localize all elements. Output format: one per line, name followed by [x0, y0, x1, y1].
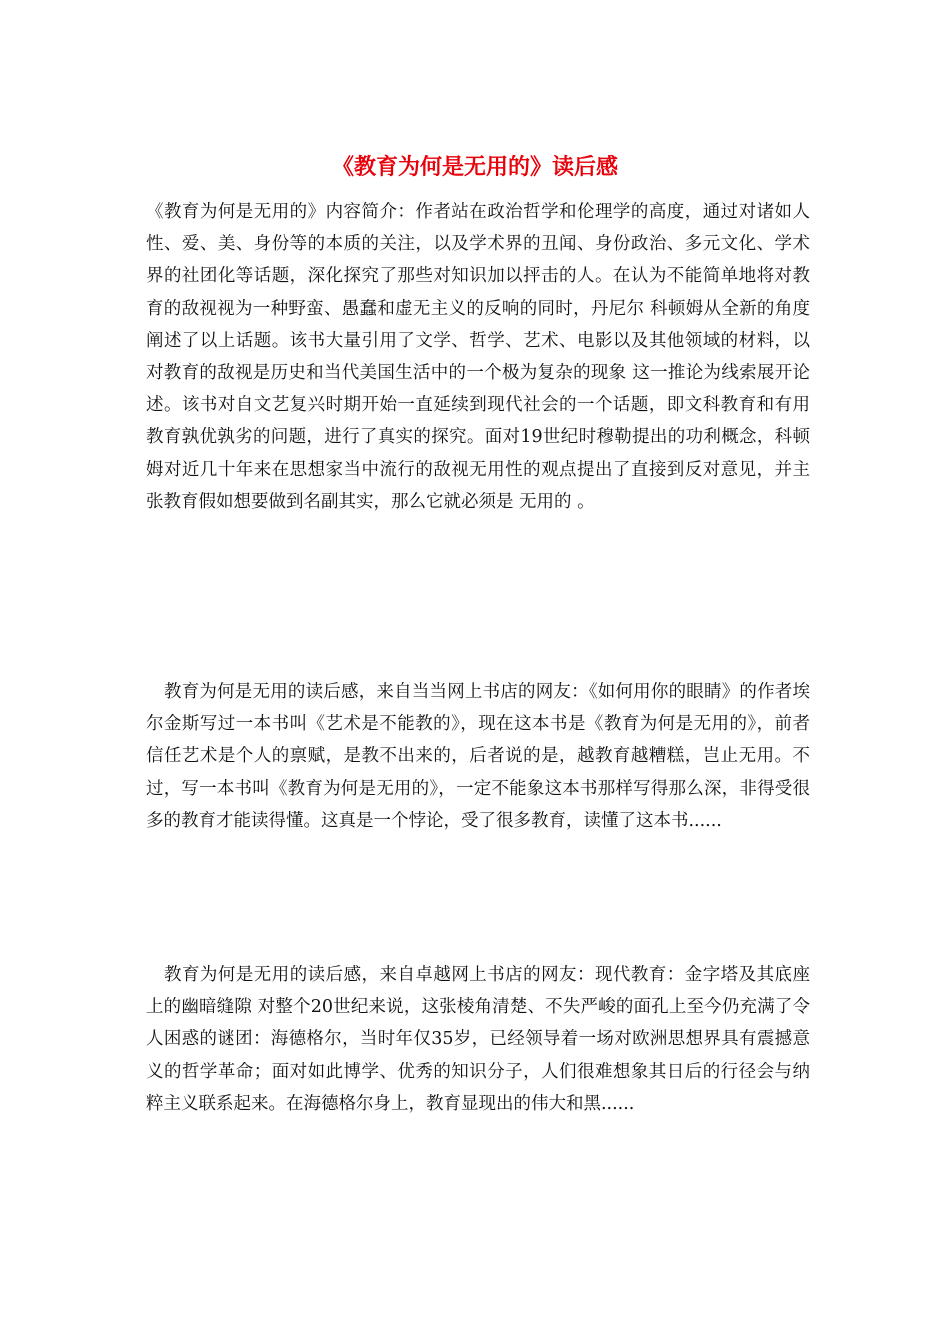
review-paragraph-dangdang: 教育为何是无用的读后感，来自当当网上书店的网友：《如何用你的眼睛》的作者埃尔金斯写过一本书叫《艺术是不能教的》，现在这本书是《教育为何是无用的》，前者信任艺术是个人的禀赋，是教不出来的，后者说的是，越教育越糟糕，岂止无用。不过，写一本书叫《教育为何是无用的》，一定不能象这本书那样写得那么深，非得受很多的教育才能读得懂。这真是一个悖论，受了很多教育，读懂了这本书......: [146, 682, 810, 831]
document-title: 《教育为何是无用的》读后感: [331, 155, 618, 180]
review-paragraph-joyo: 教育为何是无用的读后感，来自卓越网上书店的网友：现代教育：金字塔及其底座上的幽暗缝隙 对整个20世纪来说，这张棱角清楚、不失严峻的面孔上至今仍充满了令人困惑的谜团：海德格尔，当时年仅35岁，已经领导着一场对欧洲思想界具有震撼意义的哲学革命；面对如此博学、优秀的知识分子，人们很难想象其日后的行径会与纳粹主义联系起来。在海德格尔身上，教育显现出的伟大和黑......: [146, 965, 810, 1114]
intro-paragraph: 《教育为何是无用的》内容简介：作者站在政治哲学和伦理学的高度，通过对诸如人性、爱、美、身份等的本质的关注，以及学术界的丑闻、身份政治、多元文化、学术界的社团化等话题，深化探究了那些对知识加以抨击的人。在认为不能简单地将对教育的敌视视为一种野蛮、愚蠢和虚无主义的反响的同时，丹尼尔 科顿姆从全新的角度阐述了以上话题。该书大量引用了文学、哲学、艺术、电影以及其他领域的材料，以 对教育的敌视是历史和当代美国生活中的一个极为复杂的现象 这一推论为线索展开论述。该书对自文艺复兴时期开始一直延续到现代社会的一个话题，即文科教育和有用教育孰优孰劣的问题，进行了真实的探究。面对19世纪时穆勒提出的功利概念，科顿姆对近几十年来在思想家当中流行的敌视无用性的观点提出了直接到反对意见，并主张教育假如想要做到名副其实，那么它就必须是 无用的 。: [146, 202, 810, 512]
